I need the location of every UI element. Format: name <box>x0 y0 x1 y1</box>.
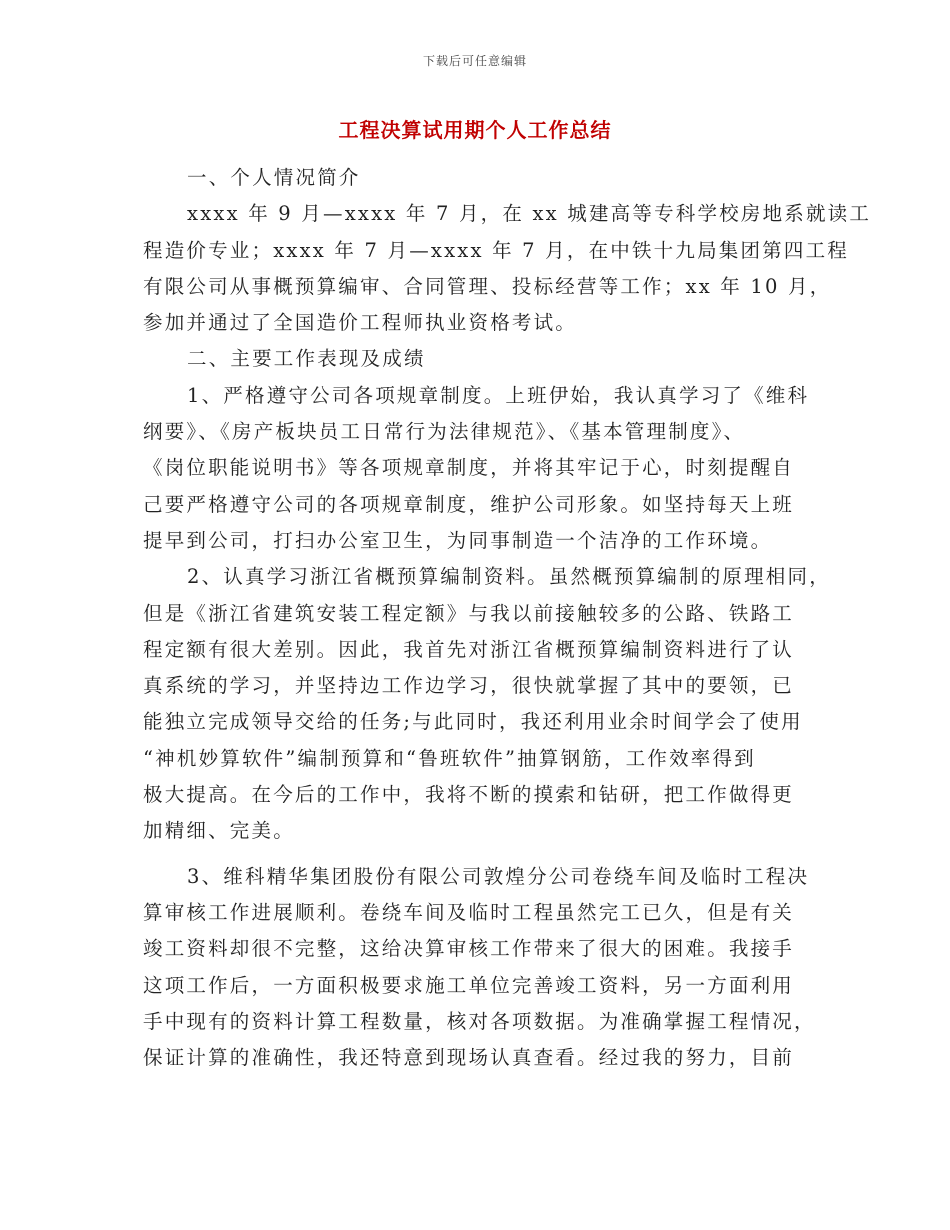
text-line: 有限公司从事概预算编审、合同管理、投标经营等工作；xx 年 10 月， <box>143 274 832 298</box>
text-line: 二、主要工作表现及成绩 <box>187 347 426 371</box>
text-line: 程定额有很大差别。因此，我首先对浙江省概预算编制资料进行了认 <box>143 637 795 661</box>
text-line: 提早到公司，打扫办公室卫生，为同事制造一个洁净的工作环境。 <box>143 528 773 552</box>
text-line: 算审核工作进展顺利。卷绕车间及临时工程虽然完工已久，但是有关 <box>143 900 795 924</box>
text-line: 《岗位职能说明书》等各项规章制度，并将其牢记于心，时刻提醒自 <box>143 456 795 480</box>
document-body <box>143 160 872 1076</box>
text-line: 程造价专业；xxxx 年 7 月—xxxx 年 7 月，在中铁十九局集团第四工程 <box>143 238 849 262</box>
text-line: “神机妙算软件”编制预算和“鲁班软件”抽算钢筋，工作效率得到 <box>143 746 756 770</box>
text-line: 参加并通过了全国造价工程师执业资格考试。 <box>143 311 578 335</box>
text-line: 保证计算的准确性，我还特意到现场认真查看。经过我的努力，目前 <box>143 1046 795 1070</box>
text-line: 手中现有的资料计算工程数量，核对各项数据。为准确掌握工程情况， <box>143 1009 816 1033</box>
text-line: 极大提高。在今后的工作中，我将不断的摸索和钻研，把工作做得更 <box>143 783 795 807</box>
text-line: 真系统的学习，并坚持边工作边学习，很快就掌握了其中的要领，已 <box>143 674 795 698</box>
text-line: 一、个人情况简介 <box>187 166 361 189</box>
text-line: 竣工资料却很不完整，这给决算审核工作带来了很大的困难。我接手 <box>143 937 795 961</box>
header-note: 下载后可任意编辑 <box>422 54 527 68</box>
text-line: 己要严格遵守公司的各项规章制度，维护公司形象。如坚持每天上班 <box>143 492 795 516</box>
paragraph-gap <box>143 850 815 859</box>
text-line: 加精细、完美。 <box>143 819 295 843</box>
text-line: 1、严格遵守公司各项规章制度。上班伊始，我认真学习了《维科 <box>187 383 810 407</box>
text-line: 但是《浙江省建筑安装工程定额》与我以前接触较多的公路、铁路工 <box>143 601 795 625</box>
text-line: 3、维科精华集团股份有限公司敦煌分公司卷绕车间及临时工程决 <box>187 864 810 888</box>
text-line: 能独立完成领导交给的任务;与此同时，我还利用业余时间学会了使用 <box>143 710 803 734</box>
document-title: 工程决算试用期个人工作总结 <box>338 118 612 142</box>
text-line: 这项工作后，一方面积极要求施工单位完善竣工资料，另一方面利用 <box>143 973 795 997</box>
text-line: xxxx 年 9 月—xxxx 年 7 月，在 xx 城建高等专科学校房地系就读工 <box>187 202 872 226</box>
text-line: 纲要》、《房产板块员工日常行为法律规范》、《基本管理制度》、 <box>143 420 746 444</box>
text-line: 2、认真学习浙江省概预算编制资料。虽然概预算编制的原理相同， <box>187 565 831 589</box>
